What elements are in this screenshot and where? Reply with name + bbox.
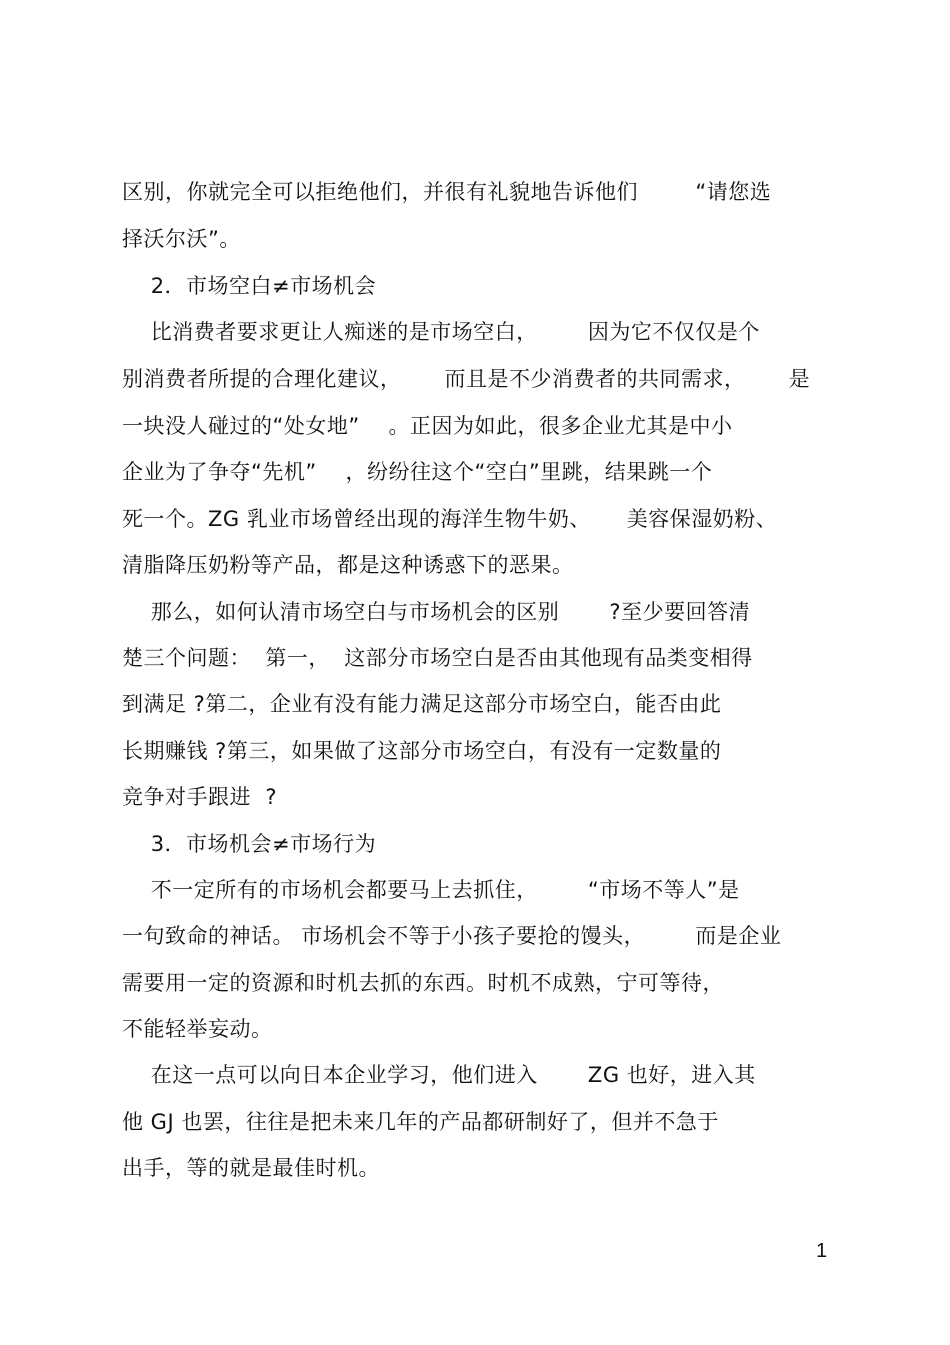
text-line: 楚三个问题： 第一， 这部分市场空白是否由其他现有品类变相得 [122, 646, 753, 670]
text-line: 比消费者要求更让人痴迷的是市场空白， 因为它不仅仅是个 [122, 320, 760, 344]
text-line: 企业为了争夺“先机” ，纷纷往这个“空白”里跳，结果跳一个 [122, 460, 713, 484]
text-line: 择沃尔沃”。 [122, 227, 241, 251]
section-heading: 2．市场空白≠市场机会 [122, 274, 377, 298]
page-number: 1 [816, 1240, 828, 1262]
text-line: 需要用一定的资源和时机去抓的东西。时机不成熟，宁可等待， [122, 971, 724, 995]
text-line: 一块没人碰过的“处女地” 。正因为如此，很多企业尤其是中小 [122, 414, 733, 438]
text-line: 不一定所有的市场机会都要马上去抓住， “市场不等人”是 [122, 878, 740, 902]
text-line: 那么，如何认清市场空白与市场机会的区别 ?至少要回答清 [122, 600, 751, 624]
text-line: 一句致命的神话。 市场机会不等于小孩子要抢的馒头， 而是企业 [122, 924, 782, 948]
text-line: 竞争对手跟进 ? [122, 785, 277, 809]
text-line: 不能轻举妄动。 [122, 1017, 273, 1041]
text-line: 他 GJ 也罢，往往是把未来几年的产品都研制好了，但并不急于 [122, 1110, 719, 1134]
text-line: 出手，等的就是最佳时机。 [122, 1156, 380, 1180]
text-line: 清脂降压奶粉等产品，都是这种诱惑下的恶果。 [122, 553, 574, 577]
text-line: 到满足 ?第二，企业有没有能力满足这部分市场空白，能否由此 [122, 692, 722, 716]
text-line: 长期赚钱 ?第三，如果做了这部分市场空白，有没有一定数量的 [122, 739, 722, 763]
text-line: 区别，你就完全可以拒绝他们，并很有礼貌地告诉他们 “请您选 [122, 180, 772, 204]
text-line: 别消费者所提的合理化建议， 而且是不少消费者的共同需求， 是 [122, 367, 811, 391]
text-line: 在这一点可以向日本企业学习，他们进入 ZG 也好，进入其 [122, 1063, 756, 1087]
text-line: 死一个。ZG 乳业市场曾经出现的海洋生物牛奶、 美容保湿奶粉、 [122, 507, 778, 531]
section-heading: 3．市场机会≠市场行为 [122, 832, 377, 856]
